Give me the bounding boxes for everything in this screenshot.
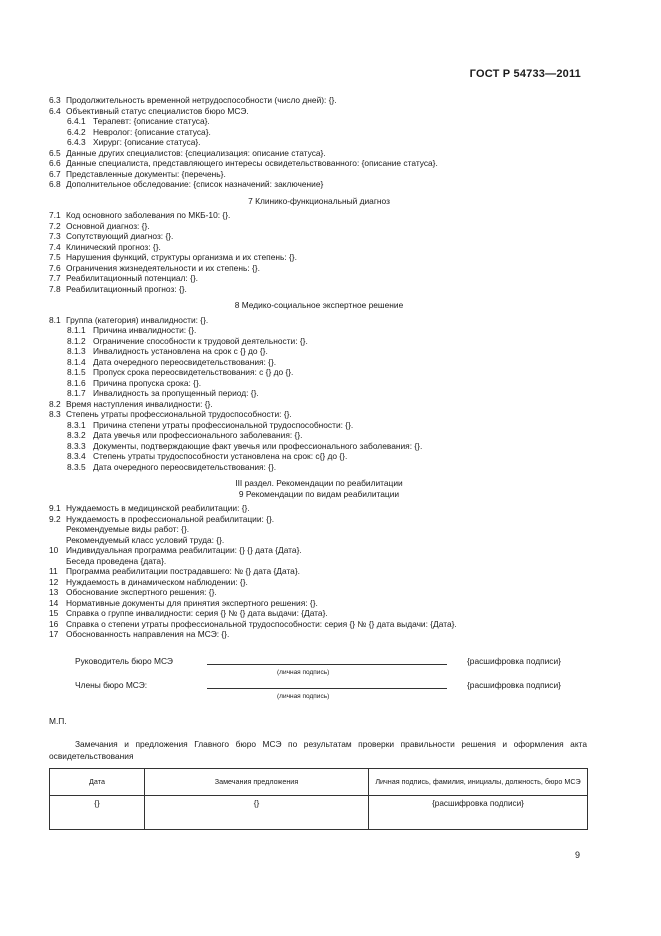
list-item-number: 8.1 xyxy=(49,314,61,325)
signature-head-row xyxy=(49,654,589,668)
list-item-number: 6.4.1 xyxy=(67,116,86,126)
list-item xyxy=(49,409,589,420)
list-item-text: Основной диагноз: {}. xyxy=(66,220,150,231)
list-item-text: Клинический прогноз: {}. xyxy=(66,241,161,252)
table-cell-signature: {расшифровка подписи} xyxy=(369,795,588,829)
list-item-number: 6.4.2 xyxy=(67,126,86,137)
list-item-text: Нуждаемость в профессиональной реабилитации: {}. xyxy=(66,513,275,524)
signature-head-line xyxy=(207,664,447,665)
list-item xyxy=(49,263,589,274)
list-item-text: Пропуск срока переосвидетельствования: с {} до {}. xyxy=(93,367,294,377)
list-item xyxy=(49,95,589,106)
list-item xyxy=(49,577,589,588)
signature-members-decode: {расшифровка подписи} xyxy=(467,679,561,690)
list-item-number: 16 xyxy=(49,618,59,629)
list-item-number: 8.1.6 xyxy=(67,377,86,388)
list-item-number: 8.3.5 xyxy=(67,461,86,472)
table-cell-date: {} xyxy=(50,795,145,829)
list-item-number: 7.7 xyxy=(49,273,61,283)
list-item-text: Обоснование экспертного решения: {}. xyxy=(66,587,217,597)
list-item-text: Продолжительность временной нетрудоспособности (число дней): {}. xyxy=(66,95,337,105)
list-item xyxy=(49,545,589,556)
list-item-text: Степень утраты профессиональной трудоспособности: {}. xyxy=(66,409,292,419)
list-item-text: Группа (категория) инвалидности: {}. xyxy=(66,314,209,325)
list-item-text: Терапевт: {описание статуса}. xyxy=(93,116,210,126)
list-item xyxy=(49,451,589,462)
list-item-text: Инвалидность за пропущенный период: {}. xyxy=(93,388,259,398)
list-item xyxy=(49,388,589,399)
list-item-text: Нормативные документы для принятия экспертного решения: {}. xyxy=(66,597,318,608)
list-item xyxy=(49,535,589,546)
list-item-number: 9.2 xyxy=(49,513,61,524)
list-item-number: 11 xyxy=(49,566,58,576)
list-item xyxy=(49,346,589,357)
list-item-number: 7.8 xyxy=(49,283,61,294)
list-item-text: Степень утраты трудоспособности установлена на срок: с{} до {}. xyxy=(93,451,348,461)
table-header-signature: Личная подпись, фамилия, инициалы, должность, бюро МСЭ xyxy=(369,768,588,795)
list-item-number: 15 xyxy=(49,608,59,618)
list-item-text: Время наступления инвалидности: {}. xyxy=(66,398,213,409)
list-item xyxy=(49,137,589,148)
list-item-number: 7.3 xyxy=(49,231,61,241)
signature-caption-text: (личная подпись) xyxy=(277,668,330,676)
document-body xyxy=(49,95,589,830)
list-item xyxy=(49,231,589,242)
list-item-text: Причина степени утраты профессиональной трудоспособности: {}. xyxy=(93,419,354,430)
list-item-number: 7.4 xyxy=(49,241,61,252)
list-item-number: 8.1.1 xyxy=(67,325,86,335)
list-item-text: Данные других специалистов: {специализация: описание статуса}. xyxy=(66,147,326,158)
list-item-number: 17 xyxy=(49,629,59,639)
list-item xyxy=(49,608,589,619)
list-item xyxy=(49,514,589,525)
list-item-number: 6.6 xyxy=(49,158,61,168)
list-item-text: Беседа проведена {дата}. xyxy=(66,555,167,566)
list-item-text: Реабилитационный потенциал: {}. xyxy=(66,273,199,283)
signature-members-label: Члены бюро МСЭ: xyxy=(75,679,148,690)
list-item-text: Справка о группе инвалидности: серия {} № {} дата выдачи: {Дата}. xyxy=(66,608,328,618)
list-item-number: 8.3.2 xyxy=(67,430,86,440)
list-item-text: Причина пропуска срока: {}. xyxy=(93,377,202,388)
list-item-number: 10 xyxy=(49,545,59,555)
list-item-text: Рекомендуемые виды работ: {}. xyxy=(66,524,190,534)
list-item xyxy=(49,556,589,567)
list-item-text: Дополнительное обследование: {список назначений: заключение} xyxy=(66,179,324,189)
list-item-number: 12 xyxy=(49,576,59,587)
list-item-number: 7.6 xyxy=(49,262,61,273)
list-item-text: Ограничение способности к трудовой деятельности: {}. xyxy=(93,335,308,346)
list-item-text: Инвалидность установлена на срок с {} до {}. xyxy=(93,346,268,356)
list-item-text: Программа реабилитации пострадавшего: № {} дата {Дата}. xyxy=(66,566,300,576)
list-item-number: 7.1 xyxy=(49,210,61,220)
list-item xyxy=(49,210,589,221)
heading-section-9: 9 Рекомендации по видам реабилитации xyxy=(238,488,400,499)
list-item-text: Нуждаемость в медицинской реабилитации: {}. xyxy=(66,503,250,513)
list-item xyxy=(49,116,589,127)
list-item-number: 8.1.5 xyxy=(67,367,86,377)
list-item-number: 8.3.1 xyxy=(67,419,86,430)
list-item xyxy=(49,273,589,284)
list-item-text: Обоснованность направления на МСЭ: {}. xyxy=(66,629,230,639)
list-item xyxy=(49,284,589,295)
section-7-list xyxy=(49,210,589,294)
list-item-text: Причина инвалидности: {}. xyxy=(93,325,197,335)
heading-section-7: 7 Клинико-функциональный диагноз xyxy=(248,195,390,206)
list-item-text: Хирург: {описание статуса}. xyxy=(93,137,201,147)
list-item xyxy=(49,441,589,452)
signature-caption-text: (личная подпись) xyxy=(277,692,330,700)
list-item-number: 8.3.3 xyxy=(67,440,86,451)
list-item-number: 8.3.4 xyxy=(67,451,86,461)
list-item xyxy=(49,148,589,159)
signature-members-caption xyxy=(49,692,589,702)
remarks-paragraph: Замечания и предложения Главного бюро МСЭ по результатам проверки правильности решения и оформления акта освидетельствования xyxy=(49,738,587,761)
list-item-text: Дата увечья или профессионального заболевания: {}. xyxy=(93,430,303,440)
section-9-list xyxy=(49,503,589,640)
table-header-row xyxy=(50,768,588,795)
list-item-text: Невролог: {описание статуса}. xyxy=(93,126,211,137)
list-item xyxy=(49,336,589,347)
list-item-number: 8.2 xyxy=(49,398,61,409)
list-item-number: 6.4 xyxy=(49,105,61,116)
list-item-text: Справка о степени утраты профессиональной трудоспособности: серия {} № {} дата выдачи: {Дата}. xyxy=(66,618,457,629)
section-6-list xyxy=(49,95,589,190)
list-item xyxy=(49,420,589,431)
list-item xyxy=(49,629,589,640)
list-item-number: 14 xyxy=(49,597,59,608)
list-item xyxy=(49,169,589,180)
list-item-number: 6.3 xyxy=(49,95,61,105)
list-item-number: 9.1 xyxy=(49,503,61,513)
list-item-text: Дата очередного переосвидетельствования: {}. xyxy=(93,356,277,367)
list-item-text: Код основного заболевания по МКБ-10: {}. xyxy=(66,210,231,220)
stamp-place: М.П. xyxy=(49,715,67,726)
signature-members-line xyxy=(207,688,447,689)
list-item xyxy=(49,524,589,535)
list-item xyxy=(49,598,589,609)
list-item-number: 7.2 xyxy=(49,220,61,231)
list-item-text: Индивидуальная программа реабилитации: {} {} дата {Дата}. xyxy=(66,545,302,555)
list-item-text: Нуждаемость в динамическом наблюдении: {}. xyxy=(66,576,248,587)
list-item xyxy=(49,619,589,630)
list-item xyxy=(49,503,589,514)
list-item-number: 8.1.3 xyxy=(67,346,86,356)
list-item xyxy=(49,252,589,263)
heading-part-3: III раздел. Рекомендации по реабилитации xyxy=(235,478,403,488)
list-item-number: 6.7 xyxy=(49,168,61,179)
table-cell-remarks: {} xyxy=(145,795,369,829)
list-item-number: 6.5 xyxy=(49,147,61,158)
list-item-number: 8.1.7 xyxy=(67,388,86,398)
list-item xyxy=(49,221,589,232)
list-item xyxy=(49,158,589,169)
table-row xyxy=(50,795,588,829)
section-8-list xyxy=(49,315,589,473)
list-item xyxy=(49,587,589,598)
list-item-text: Документы, подтверждающие факт увечья или профессионального заболевания: {}. xyxy=(93,440,423,451)
remarks-table xyxy=(49,768,588,830)
list-item-text: Реабилитационный прогноз: {}. xyxy=(66,283,187,294)
list-item-text: Представленные документы: {перечень}. xyxy=(66,168,226,179)
signature-head-label: Руководитель бюро МСЭ xyxy=(75,655,173,666)
list-item-text: Рекомендуемый класс условий труда: {}. xyxy=(66,534,225,545)
table-header-date: Дата xyxy=(50,768,145,795)
list-item xyxy=(49,315,589,326)
list-item xyxy=(49,378,589,389)
list-item xyxy=(49,430,589,441)
list-item-number: 6.4.3 xyxy=(67,137,86,147)
list-item xyxy=(49,399,589,410)
list-item-text: Дата очередного переосвидетельствования: {}. xyxy=(93,461,277,472)
list-item-text: Данные специалиста, представляющего интересы освидетельствованного: {описание статуса}. xyxy=(66,158,438,168)
list-item-text: Ограничения жизнедеятельности и их степень: {}. xyxy=(66,262,260,273)
list-item-number: 13 xyxy=(49,587,59,597)
standard-number: ГОСТ Р 54733—2011 xyxy=(469,68,581,80)
list-item xyxy=(49,462,589,473)
signature-head-decode: {расшифровка подписи} xyxy=(467,655,561,666)
signature-members-row xyxy=(49,678,589,692)
list-item xyxy=(49,242,589,253)
list-item xyxy=(49,325,589,336)
page-number: 9 xyxy=(575,850,581,860)
heading-section-8: 8 Медико-социальное экспертное решение xyxy=(234,300,404,310)
list-item xyxy=(49,566,589,577)
list-item-number: 8.1.2 xyxy=(67,335,86,346)
list-item xyxy=(49,179,589,190)
table-header-remarks: Замечания предложения xyxy=(145,768,369,795)
signature-head-caption xyxy=(49,668,589,678)
list-item-text: Объективный статус специалистов бюро МСЭ. xyxy=(66,105,249,116)
list-item-number: 7.5 xyxy=(49,252,61,262)
list-item xyxy=(49,367,589,378)
list-item-text: Нарушения функций, структуры организма и их степень: {}. xyxy=(66,252,297,262)
list-item-number: 8.1.4 xyxy=(67,356,86,367)
list-item-number: 6.8 xyxy=(49,179,61,189)
list-item-number: 8.3 xyxy=(49,409,61,419)
list-item xyxy=(49,127,589,138)
list-item-text: Сопутствующий диагноз: {}. xyxy=(66,231,174,241)
list-item xyxy=(49,106,589,117)
list-item xyxy=(49,357,589,368)
